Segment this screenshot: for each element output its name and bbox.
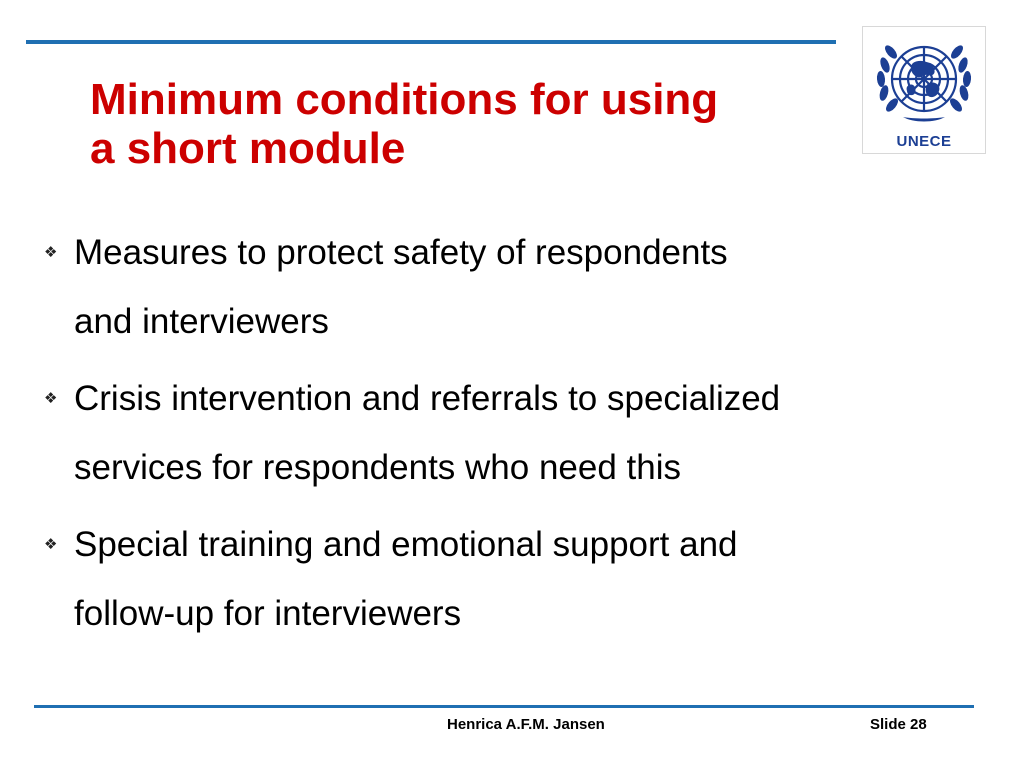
list-item [40, 364, 1000, 502]
bullet-list [40, 218, 1000, 656]
bullet-text [74, 364, 1000, 502]
un-emblem-icon [863, 27, 985, 131]
diamond-bullet-icon: ❖ [44, 535, 58, 553]
bottom-divider [34, 705, 974, 708]
diamond-bullet-icon: ❖ [44, 389, 58, 407]
title-line: Minimum conditions for using [90, 75, 719, 124]
slide-number: Slide 28 [870, 716, 927, 733]
top-divider [26, 40, 836, 44]
list-item [40, 510, 1000, 648]
unece-logo [862, 26, 986, 154]
bullet-text [74, 510, 1000, 648]
bullet-line: services for respondents who need this [74, 448, 681, 487]
bullet-line: Special training and emotional support and [74, 525, 738, 564]
list-item [40, 218, 1000, 356]
bullet-line: Crisis intervention and referrals to specialized [74, 379, 781, 418]
bullet-text [74, 218, 1000, 356]
bullet-line: follow-up for interviewers [74, 594, 462, 633]
diamond-bullet-icon: ❖ [44, 243, 58, 261]
footer-author: Henrica A.F.M. Jansen [447, 716, 605, 733]
bullet-line: and interviewers [74, 302, 329, 341]
slide-title [90, 75, 850, 173]
title-line: a short module [90, 124, 406, 173]
logo-text: UNECE [896, 133, 952, 150]
bullet-line: Measures to protect safety of respondents [74, 233, 728, 272]
